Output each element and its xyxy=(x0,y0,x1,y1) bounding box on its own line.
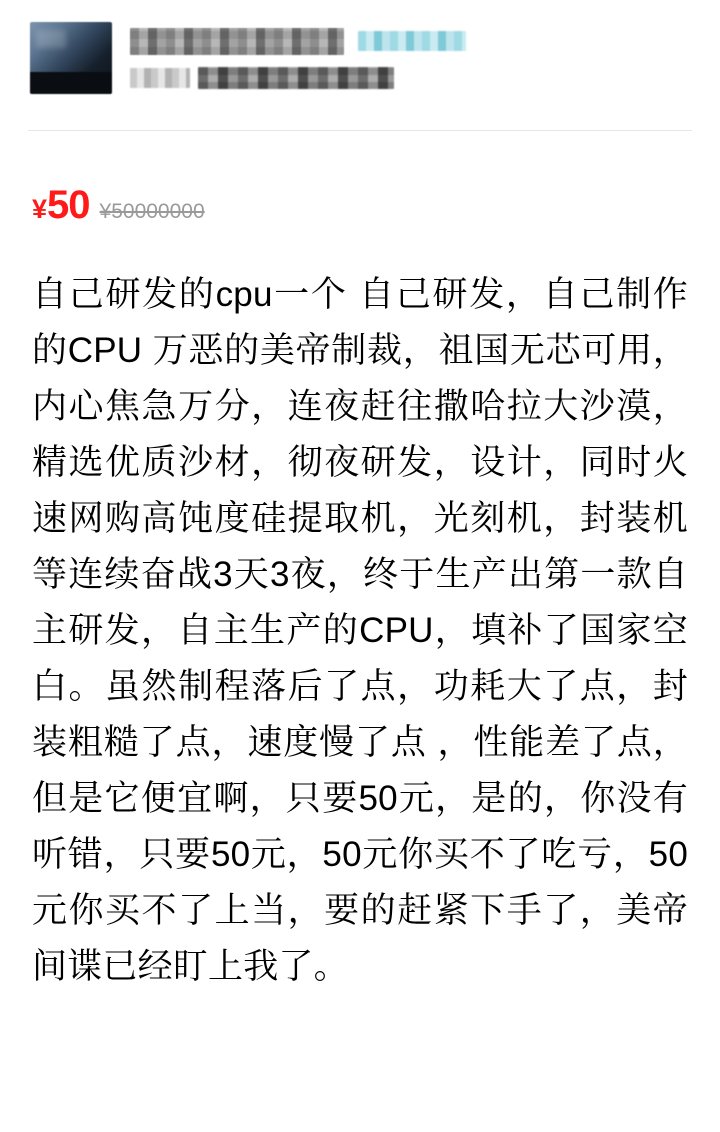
seller-subtitle-censored-b xyxy=(198,67,394,89)
seller-name-line xyxy=(130,26,690,56)
seller-name-censored xyxy=(130,28,344,55)
seller-header[interactable] xyxy=(0,0,720,104)
price-current: 50 xyxy=(47,183,90,227)
seller-tag-censored xyxy=(358,31,466,51)
price-original: ¥50000000 xyxy=(99,200,205,223)
product-description: 自己研发的cpu一个 自己研发，自己制作的CPU 万恶的美帝制裁，祖国无芯可用，内心焦急万分，连夜赶往撒哈拉大沙漠，精选优质沙材，彻夜研发，设计，同时火速网购高饨度硅提取机，光刻机，封装机等连续奋战3天3夜，终于生产出第一款自主研发，自主生产的CPU，填补了国家空白。虽然制程落后了点，功耗大了点，封装粗糙了点，速度慢了点 ，性能差了点，但是它便宜啊，只要50元，是的，你没有听错，只要50元，50元你买不了吃亏，50元你买不了上当，要的赶紧下手了，美帝间谍已经盯上我了。 xyxy=(32,275,688,986)
price-currency-symbol: ¥ xyxy=(32,194,48,224)
seller-avatar[interactable] xyxy=(30,22,112,94)
seller-subtitle-censored-a xyxy=(130,68,190,88)
seller-subtitle-line xyxy=(130,66,690,90)
price-block xyxy=(0,131,720,225)
seller-info xyxy=(130,22,690,90)
